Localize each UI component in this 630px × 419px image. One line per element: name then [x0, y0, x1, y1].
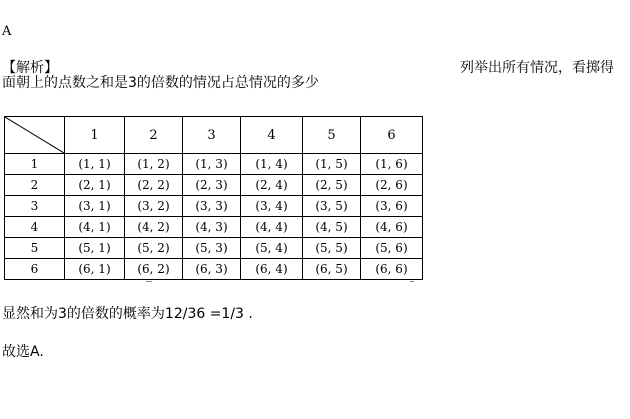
table-cell: (1, 3) [183, 154, 241, 175]
table-cell: (6, 6) [361, 259, 423, 280]
table-cell: (4, 2) [125, 217, 183, 238]
diagonal-line [5, 117, 64, 153]
column-header: 2 [125, 117, 183, 154]
row-header: 2 [5, 175, 65, 196]
column-header: 6 [361, 117, 423, 154]
table-cell: (3, 4) [241, 196, 303, 217]
table-cell: (1, 1) [65, 154, 125, 175]
table-cell: (4, 5) [303, 217, 361, 238]
column-header: 4 [241, 117, 303, 154]
table-cell: (1, 6) [361, 154, 423, 175]
table-cell: (5, 6) [361, 238, 423, 259]
analysis-text-right: 列举出所有情况，看掷得 [460, 60, 614, 76]
final-choice-text: 故选A. [2, 344, 44, 360]
scan-artifact [410, 281, 414, 282]
analysis-header: 【解析】 [2, 60, 58, 76]
table-cell: (3, 6) [361, 196, 423, 217]
answer-letter: A [2, 24, 12, 39]
table-row [5, 259, 423, 280]
table-cell: (5, 4) [241, 238, 303, 259]
row-header: 6 [5, 259, 65, 280]
table-cell: (1, 2) [125, 154, 183, 175]
table-cell: (6, 1) [65, 259, 125, 280]
table-cell: (6, 3) [183, 259, 241, 280]
column-header: 1 [65, 117, 125, 154]
corner-cell [5, 117, 65, 154]
table-row [5, 238, 423, 259]
table-cell: (3, 5) [303, 196, 361, 217]
table-cell: (2, 3) [183, 175, 241, 196]
table-cell: (6, 2) [125, 259, 183, 280]
table-cell: (3, 2) [125, 196, 183, 217]
table-cell: (6, 4) [241, 259, 303, 280]
conclusion-text: 显然和为3的倍数的概率为12/36 =1/3 . [2, 306, 253, 322]
table-cell: (6, 5) [303, 259, 361, 280]
table-header-row [5, 117, 423, 154]
outcome-table [4, 116, 423, 280]
column-header: 5 [303, 117, 361, 154]
row-header: 3 [5, 196, 65, 217]
table-row [5, 217, 423, 238]
table-cell: (3, 1) [65, 196, 125, 217]
table-cell: (2, 5) [303, 175, 361, 196]
table-cell: (4, 6) [361, 217, 423, 238]
table-cell: (5, 3) [183, 238, 241, 259]
scan-artifact [146, 281, 152, 282]
table-cell: (2, 4) [241, 175, 303, 196]
table-cell: (4, 3) [183, 217, 241, 238]
row-header: 1 [5, 154, 65, 175]
table-cell: (4, 1) [65, 217, 125, 238]
row-header: 5 [5, 238, 65, 259]
table-row [5, 196, 423, 217]
table-cell: (1, 5) [303, 154, 361, 175]
table-cell: (3, 3) [183, 196, 241, 217]
table-cell: (5, 5) [303, 238, 361, 259]
table-cell: (5, 2) [125, 238, 183, 259]
table-cell: (4, 4) [241, 217, 303, 238]
column-header: 3 [183, 117, 241, 154]
row-header: 4 [5, 217, 65, 238]
table-cell: (1, 4) [241, 154, 303, 175]
table-cell: (5, 1) [65, 238, 125, 259]
analysis-text-line2: 面朝上的点数之和是3的倍数的情况占总情况的多少 [2, 75, 319, 91]
table-cell: (2, 1) [65, 175, 125, 196]
table-row [5, 154, 423, 175]
table-row [5, 175, 423, 196]
table-cell: (2, 6) [361, 175, 423, 196]
table-cell: (2, 2) [125, 175, 183, 196]
